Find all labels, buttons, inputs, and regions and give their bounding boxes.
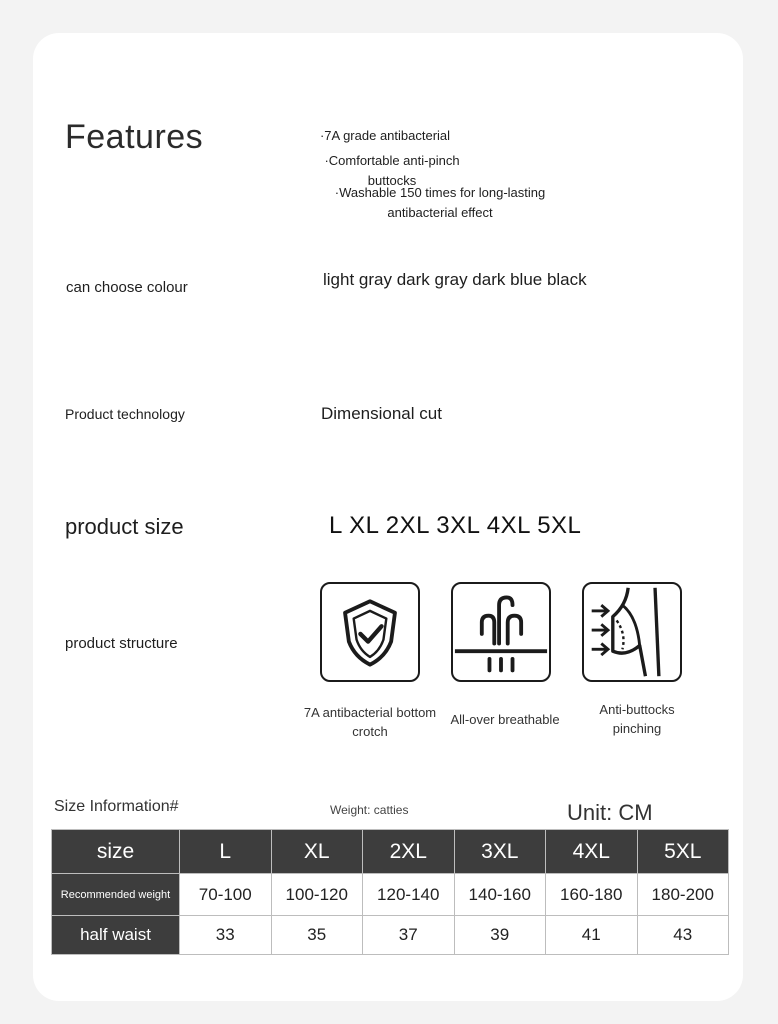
- structure-item-antibacterial: [320, 582, 420, 682]
- structure-caption-3b: pinching: [612, 721, 662, 736]
- table-cell: 37: [363, 916, 455, 955]
- table-row-waist: [52, 916, 729, 955]
- structure-caption-1a: 7A antibacterial bottom: [303, 705, 437, 720]
- table-cell: 39: [454, 916, 546, 955]
- technology-label: Product technology: [65, 406, 185, 422]
- structure-caption-3a: Anti-buttocks: [599, 702, 675, 717]
- table-cell: 41: [546, 916, 638, 955]
- technology-value: Dimensional cut: [321, 404, 442, 423]
- colour-value: light gray dark gray dark blue black: [323, 270, 587, 289]
- size-information-title: Size Information#: [54, 798, 179, 815]
- feature-line-1: ·7A grade antibacterial: [319, 128, 451, 143]
- table-cell: 100-120: [271, 874, 363, 916]
- size-col-xl: XL: [271, 830, 363, 874]
- size-table-header-row: [52, 830, 729, 874]
- product-structure-label: product structure: [65, 635, 178, 652]
- anti-pinch-buttocks-icon: [584, 584, 680, 680]
- size-table-corner: size: [52, 830, 180, 874]
- size-col-5xl: 5XL: [637, 830, 729, 874]
- features-title: Features: [65, 118, 204, 156]
- feature-line-2: ·Comfortable anti-pinch: [324, 153, 460, 168]
- table-cell: 33: [180, 916, 272, 955]
- table-cell: 70-100: [180, 874, 272, 916]
- measurement-unit: Unit: CM: [567, 800, 653, 825]
- table-row-weight: [52, 874, 729, 916]
- weight-unit-note: Weight: catties: [330, 803, 409, 817]
- size-col-4xl: 4XL: [546, 830, 638, 874]
- table-cell: 35: [271, 916, 363, 955]
- size-col-2xl: 2XL: [363, 830, 455, 874]
- row-label-waist: half waist: [52, 916, 180, 955]
- table-cell: 140-160: [454, 874, 546, 916]
- shield-check-icon: [322, 584, 418, 680]
- breathable-airflow-icon: [453, 584, 549, 680]
- structure-caption-2: All-over breathable: [450, 712, 560, 727]
- table-cell: 120-140: [363, 874, 455, 916]
- colour-label: can choose colour: [66, 279, 188, 296]
- feature-line-3: buttocks: [367, 173, 417, 188]
- structure-item-anti-pinch: [582, 582, 682, 682]
- structure-caption-1b: crotch: [352, 724, 388, 739]
- size-table: [51, 829, 729, 955]
- structure-item-breathable: [451, 582, 551, 682]
- table-cell: 160-180: [546, 874, 638, 916]
- table-cell: 180-200: [637, 874, 729, 916]
- feature-line-5: antibacterial effect: [387, 205, 493, 220]
- table-cell: 43: [637, 916, 729, 955]
- feature-line-4: ·Washable 150 times for long-lasting: [334, 185, 546, 200]
- product-size-value: L XL 2XL 3XL 4XL 5XL: [329, 512, 582, 539]
- size-col-l: L: [180, 830, 272, 874]
- product-size-label: product size: [65, 514, 184, 539]
- size-col-3xl: 3XL: [454, 830, 546, 874]
- row-label-weight: Recommended weight: [52, 874, 180, 916]
